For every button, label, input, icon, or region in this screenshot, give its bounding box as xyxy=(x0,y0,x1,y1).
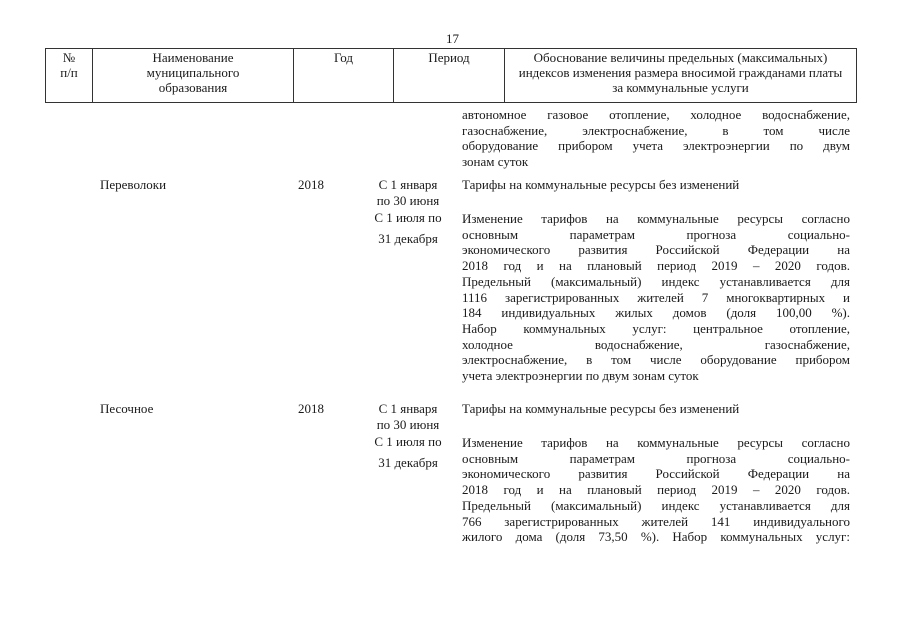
row-year: 2018 xyxy=(298,401,324,416)
municipality-name: Переволоки xyxy=(100,177,167,192)
justification-first-half: Тарифы на коммунальные ресурсы без изменений xyxy=(462,401,740,416)
period-first-half: С 1 января по 30 июня xyxy=(376,177,440,208)
justification-second-half: Изменение тарифов на коммунальные ресурсы согласно основным параметрам прогноза социально- экономического развития Российской Федерации на 2018 год и на плановый период 2019 – 2020 годов. Предельный (максимальный) индекс устанавливается для 1116 зарегистрированных жителей 7 многоквартирных и 184 индивидуальных жилых домов (доля 100,00 %). Набор коммунальных услуг: центральное отопление, холодное водоснабжение, газоснабжение, электроснабжение, в том числе оборудование прибором учета электроэнергии по двум зонам суток xyxy=(462,211,850,384)
justification-second-half: Изменение тарифов на коммунальные ресурсы согласно основным параметрам прогноза социально- экономического развития Российской Федерации на 2018 год и на плановый период 2019 – 2020 годов. Предельный (максимальный) индекс устанавливается для 766 зарегистрированных жителей 141 индивидуального жилого дома (доля 73,50 %). Набор коммунальных услуг: xyxy=(462,435,850,545)
period-first-half: С 1 января по 30 июня xyxy=(376,401,440,432)
page-number: 17 xyxy=(446,31,459,46)
header-period-column: Период xyxy=(393,49,504,102)
header-number-column: № п/п xyxy=(45,49,92,102)
header-year-column: Год xyxy=(293,49,393,102)
period-second-half: С 1 июля по 31 декабря xyxy=(374,434,442,470)
justification-first-half: Тарифы на коммунальные ресурсы без изменений xyxy=(462,177,740,192)
row-year: 2018 xyxy=(298,177,324,192)
continuation-text: автономное газовое отопление, холодное водоснабжение, газоснабжение, электроснабжение, в том числе оборудование прибором учета электроэнергии по двум зонам суток xyxy=(462,107,850,170)
period-second-half: С 1 июля по 31 декабря xyxy=(374,210,442,246)
header-justification-column: Обоснование величины предельных (максимальных) индексов изменения размера вносимой гражданами платы за коммунальные услуги xyxy=(504,49,857,102)
header-municipality-column: Наименование муниципального образования xyxy=(92,49,293,102)
municipality-name: Песочное xyxy=(100,401,154,416)
